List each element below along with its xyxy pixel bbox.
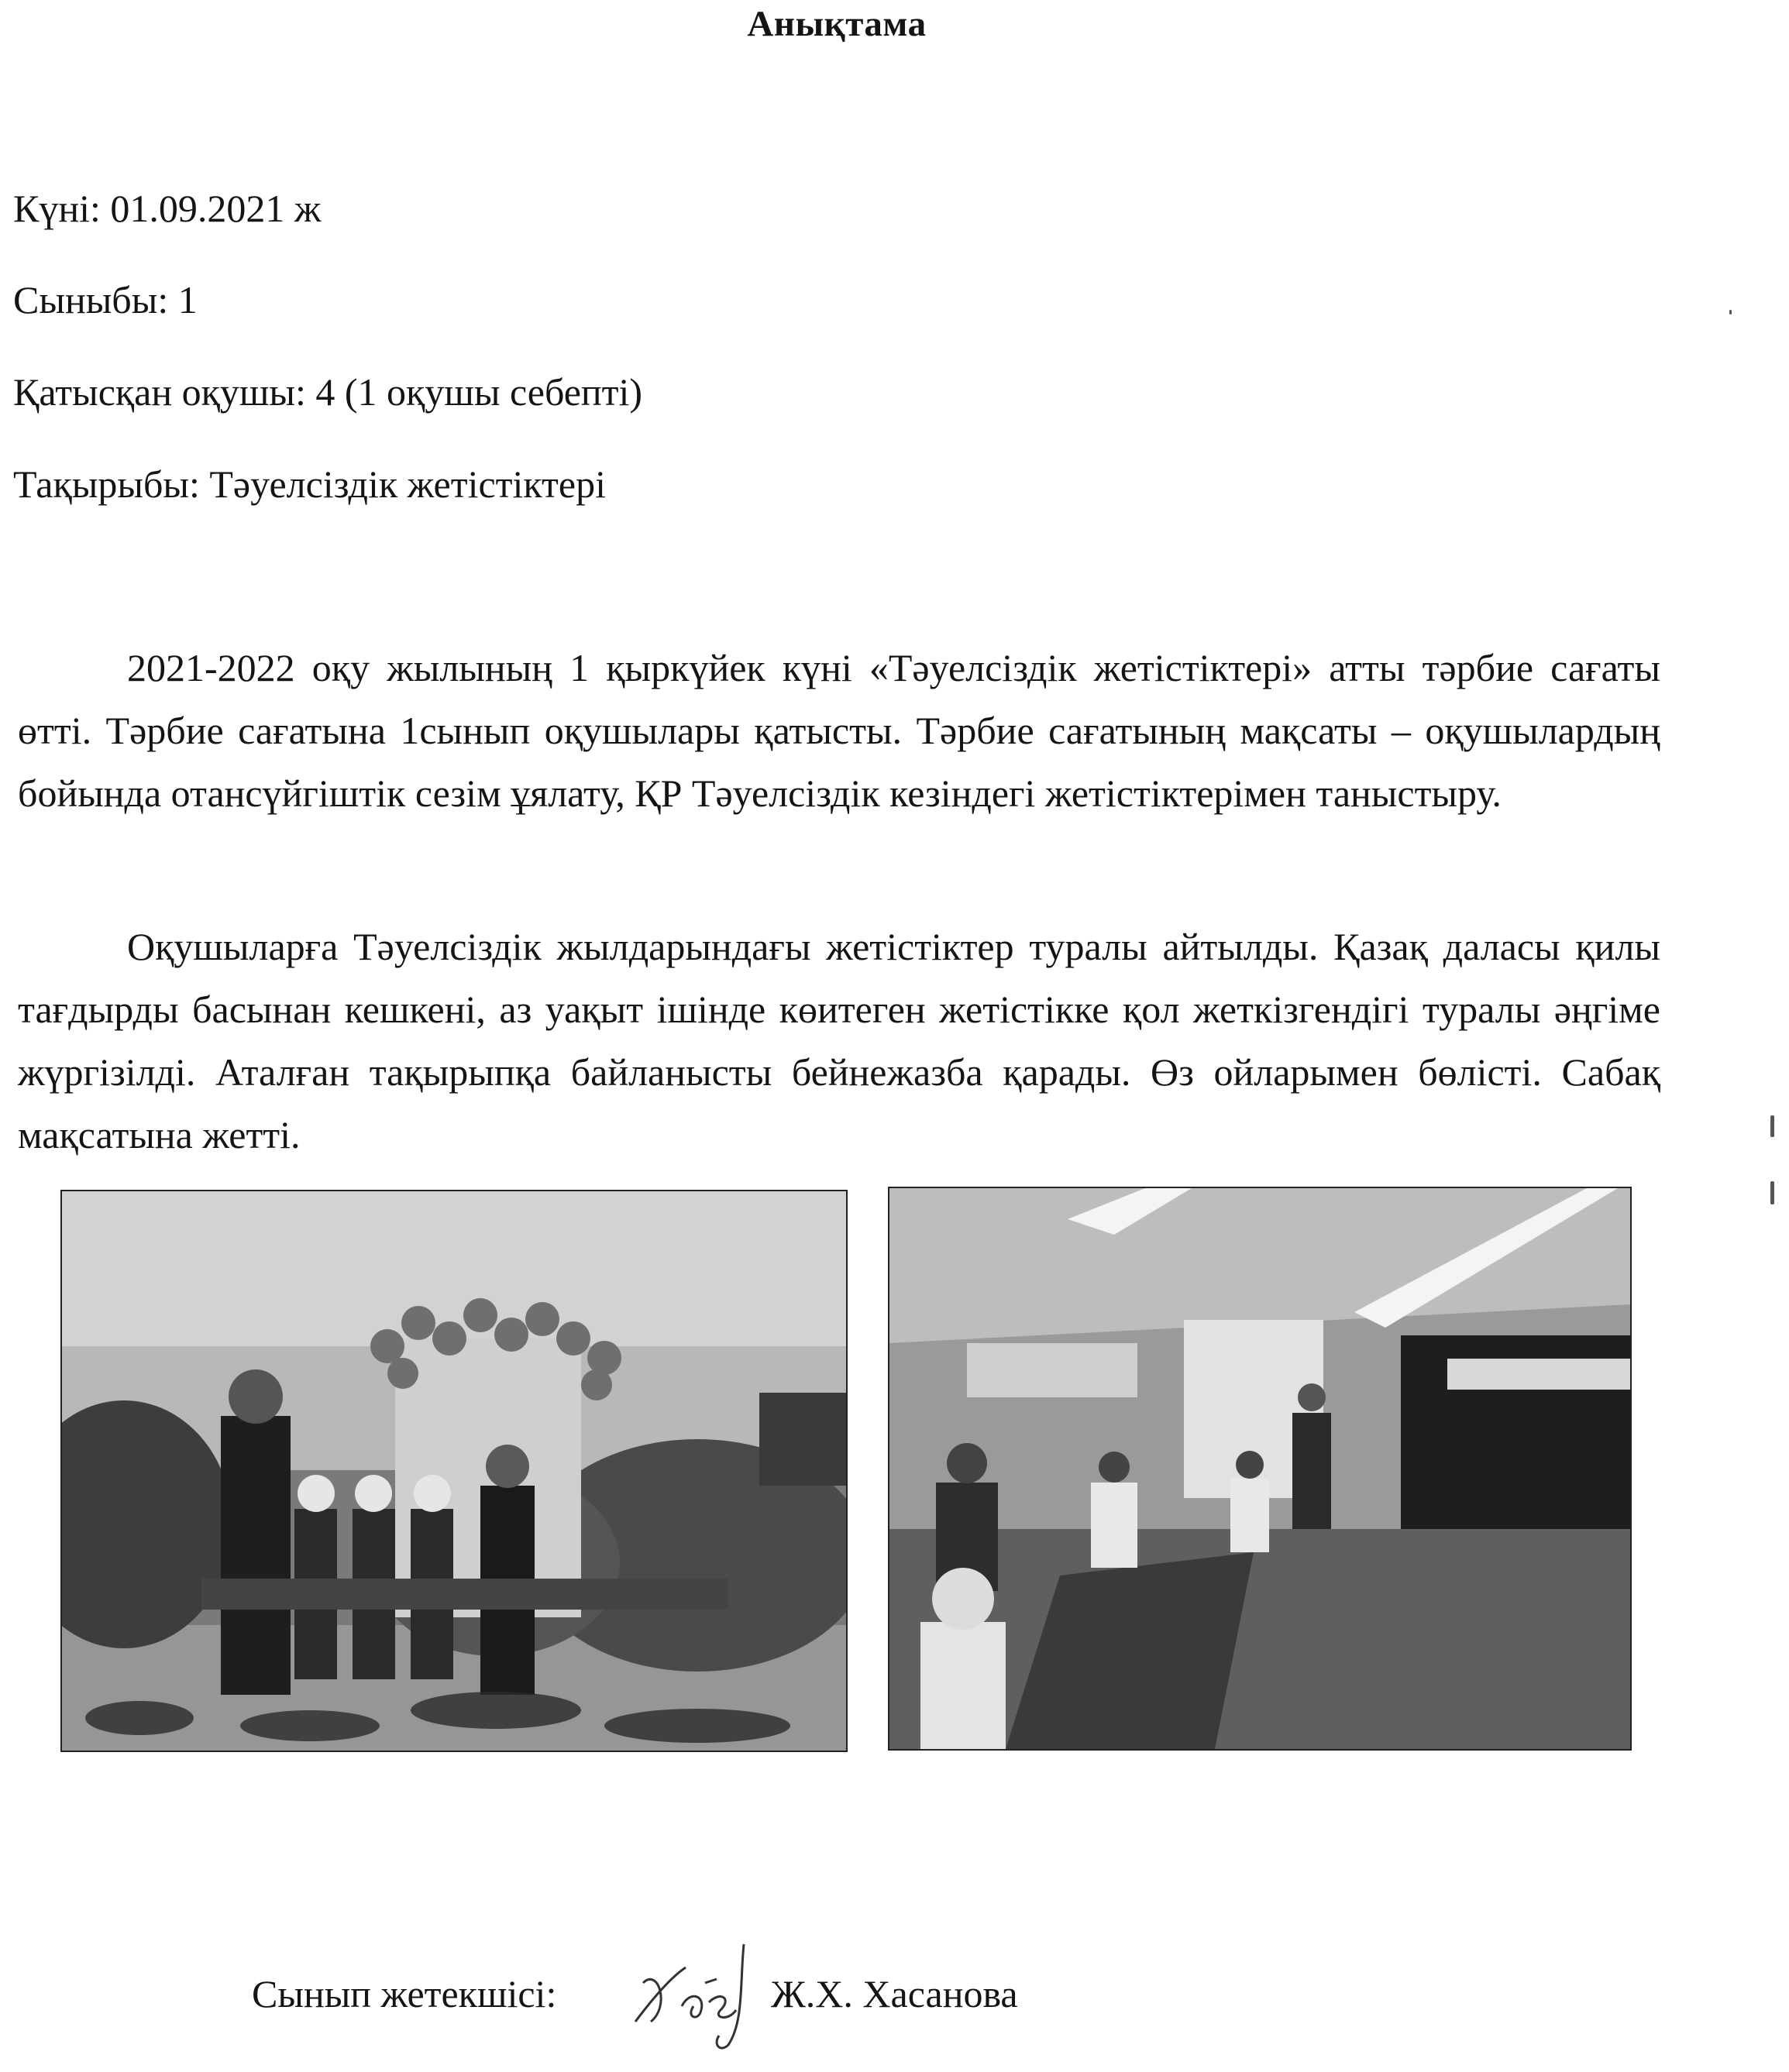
photo-outdoor-group — [60, 1190, 848, 1752]
paragraph-1: 2021-2022 оқу жылының 1 қыркүйек күні «Тәуелсіздік жетістіктері» атты тәрбие сағаты өтті. Тәрбие сағатына 1сынып оқушылары қатысты. Тәрбие сағатының мақсаты – оқушылардың бойында отансүйгіштік сезім ұялату, ҚР Тәуелсіздік кезіндегі жетістіктерімен таныстыру. — [18, 646, 1660, 815]
scan-mark — [1770, 1181, 1774, 1204]
class-line: Сыныбы: 1 — [13, 278, 198, 321]
date-line: Күні: 01.09.2021 ж — [13, 187, 322, 230]
document-title: Анықтама — [747, 4, 927, 44]
handwritten-signature — [628, 1936, 767, 2062]
scan-mark — [1770, 1115, 1774, 1137]
signature-label: Сынып жетекшісі: — [252, 1972, 557, 2015]
attendance-line: Қатысқан оқушы: 4 (1 оқушы себепті) — [13, 370, 643, 414]
photo-classroom — [888, 1187, 1632, 1751]
topic-line: Тақырыбы: Тәуелсіздік жетістіктері — [13, 462, 606, 506]
scan-mark — [1729, 310, 1732, 314]
signer-name: Ж.Х. Хасанова — [771, 1972, 1018, 2015]
paragraph-2: Оқушыларға Тәуелсіздік жылдарындағы жетістіктер туралы айтылды. Қазақ даласы қилы тағдырды басынан кешкені, аз уақыт ішінде көитеген жетістікке қол жеткізгендігі туралы әңгіме жүргізілді. Аталған тақырыпқа байланысты бейнежазба қарады. Өз ойларымен бөлісті. Сабақ мақсатына жетті. — [18, 925, 1660, 1156]
